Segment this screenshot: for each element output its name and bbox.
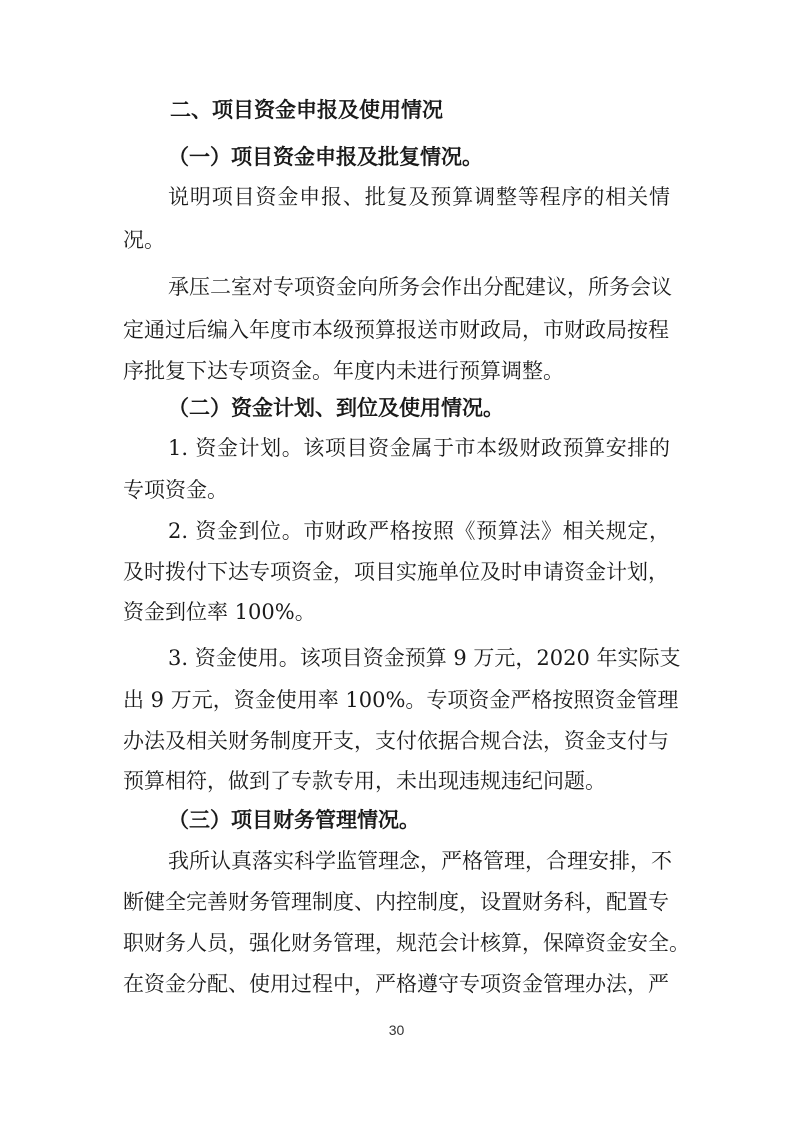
paragraph-line: 专项资金。 [123, 478, 228, 502]
paragraph-line: 资金到位率 100%。 [123, 600, 316, 624]
paragraph-line: 办法及相关财务制度开支，支付依据合规合法，资金支付与 [123, 729, 669, 753]
paragraph-line: 定通过后编入年度市本级预算报送市财政局，市财政局按程 [123, 318, 669, 342]
paragraph-line: 说明项目资金申报、批复及预算调整等程序的相关情 [168, 185, 670, 209]
subsection-title-3: （三）项目财务管理情况。 [168, 808, 420, 832]
paragraph-line: 职财务人员，强化财务管理，规范会计核算，保障资金安全。 [123, 931, 690, 955]
page-number: 30 [388, 1022, 405, 1038]
section-heading: 二、项目资金申报及使用情况 [170, 98, 443, 122]
paragraph-line: 1. 资金计划。该项目资金属于市本级财政预算安排的 [168, 436, 670, 460]
subsection-title-2: （二）资金计划、到位及使用情况。 [168, 396, 504, 420]
paragraph-line: 出 9 万元，资金使用率 100%。专项资金严格按照资金管理 [123, 688, 679, 712]
paragraph-line: 我所认真落实科学监管理念，严格管理，合理安排，不 [168, 849, 672, 873]
paragraph-line: 断健全完善财务管理制度、内控制度，设置财务科，配置专 [123, 890, 669, 914]
paragraph-line: 在资金分配、使用过程中，严格遵守专项资金管理办法，严 [123, 972, 669, 996]
paragraph-line: 2. 资金到位。市财政严格按照《预算法》相关规定， [168, 519, 670, 543]
paragraph-line: 序批复下达专项资金。年度内未进行预算调整。 [123, 359, 564, 383]
paragraph-line: 承压二室对专项资金向所务会作出分配建议，所务会议 [168, 275, 672, 299]
paragraph-line: 及时拨付下达专项资金，项目实施单位及时申请资金计划， [123, 560, 669, 584]
paragraph-line: 况。 [123, 228, 165, 252]
subsection-title-1: （一）项目资金申报及批复情况。 [168, 145, 483, 169]
paragraph-line: 预算相符，做到了专款专用，未出现违规违纪问题。 [123, 769, 606, 793]
paragraph-line: 3. 资金使用。该项目资金预算 9 万元，2020 年实际支 [168, 646, 681, 670]
